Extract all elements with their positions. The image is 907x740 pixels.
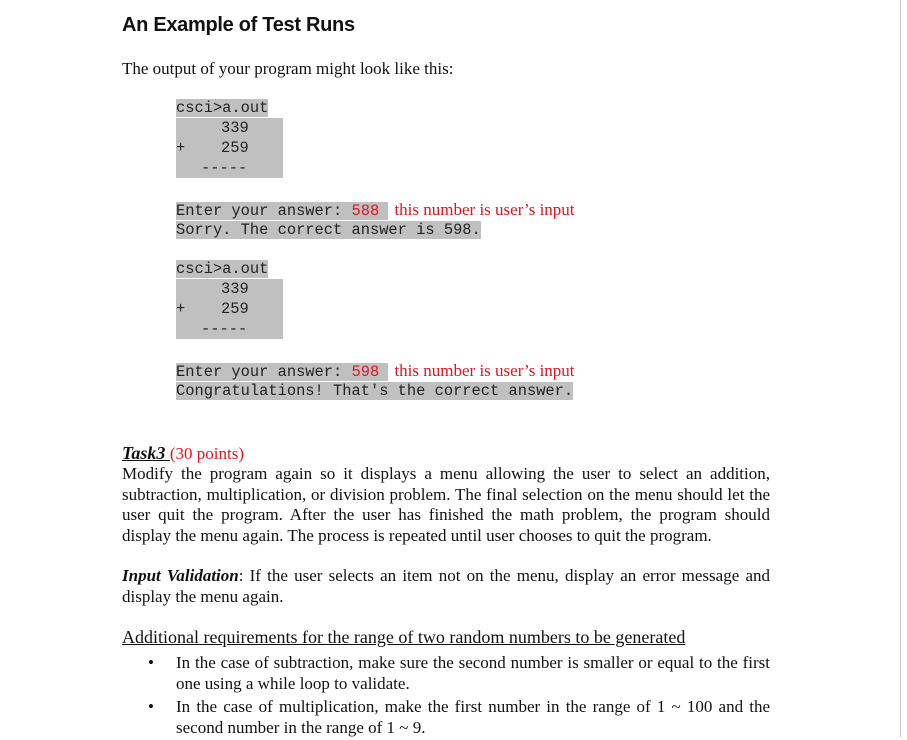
second-number: 259 <box>221 139 249 157</box>
input-validation <box>122 566 770 607</box>
list-item: • In the case of subtraction, make sure the second number is smaller or equal to the first one using a while loop to validate. <box>148 653 770 693</box>
requirements-list <box>140 652 770 740</box>
operator: + <box>176 139 186 157</box>
command-line: csci>a.out <box>176 260 269 278</box>
intro-text: The output of your program might look like this: <box>122 59 454 78</box>
validation-text: : If the user selects an item not on the menu, display an error message and display the menu again. <box>122 566 770 606</box>
task-points: (30 points) <box>169 444 244 463</box>
validation-label: Input Validation <box>122 566 239 585</box>
task-name: Task3 <box>122 443 170 463</box>
list-item: • In the case of multiplication, make the first number in the range of 1 ~ 100 and the second number in the range of 1 ~ 9. <box>148 697 770 737</box>
divider-dashes: ----- <box>201 320 248 338</box>
result-message: Sorry. The correct answer is 598. <box>176 221 481 239</box>
operator: + <box>176 300 186 318</box>
page-heading: An Example of Test Runs <box>122 14 355 36</box>
user-answer: 598 <box>351 363 380 381</box>
first-number: 339 <box>221 119 249 137</box>
answer-prompt: Enter your answer: <box>176 202 352 220</box>
result-message: Congratulations! That's the correct answer. <box>176 382 574 400</box>
bullet-icon: • <box>148 653 154 672</box>
answer-prompt: Enter your answer: <box>176 363 352 381</box>
second-number: 259 <box>221 300 249 318</box>
input-note: this number is user’s input <box>394 361 575 380</box>
divider-dashes: ----- <box>201 159 248 177</box>
command-line: csci>a.out <box>176 99 269 117</box>
requirements-heading: Additional requirements for the range of two random numbers to be generated <box>122 627 686 647</box>
user-answer: 588 <box>351 202 380 220</box>
first-number: 339 <box>221 280 249 298</box>
task-description: Modify the program again so it displays a menu allowing the user to select an addition, subtraction, multiplication, or division problem. The final selection on the menu should let the user quit the program. After the user has finished the math problem, the program should display the menu again. The process is repeated until user chooses to quit the program. <box>122 464 770 545</box>
input-note: this number is user’s input <box>394 200 575 219</box>
bullet-icon: • <box>148 697 154 716</box>
page-edge <box>900 0 901 737</box>
task-title <box>122 443 244 464</box>
